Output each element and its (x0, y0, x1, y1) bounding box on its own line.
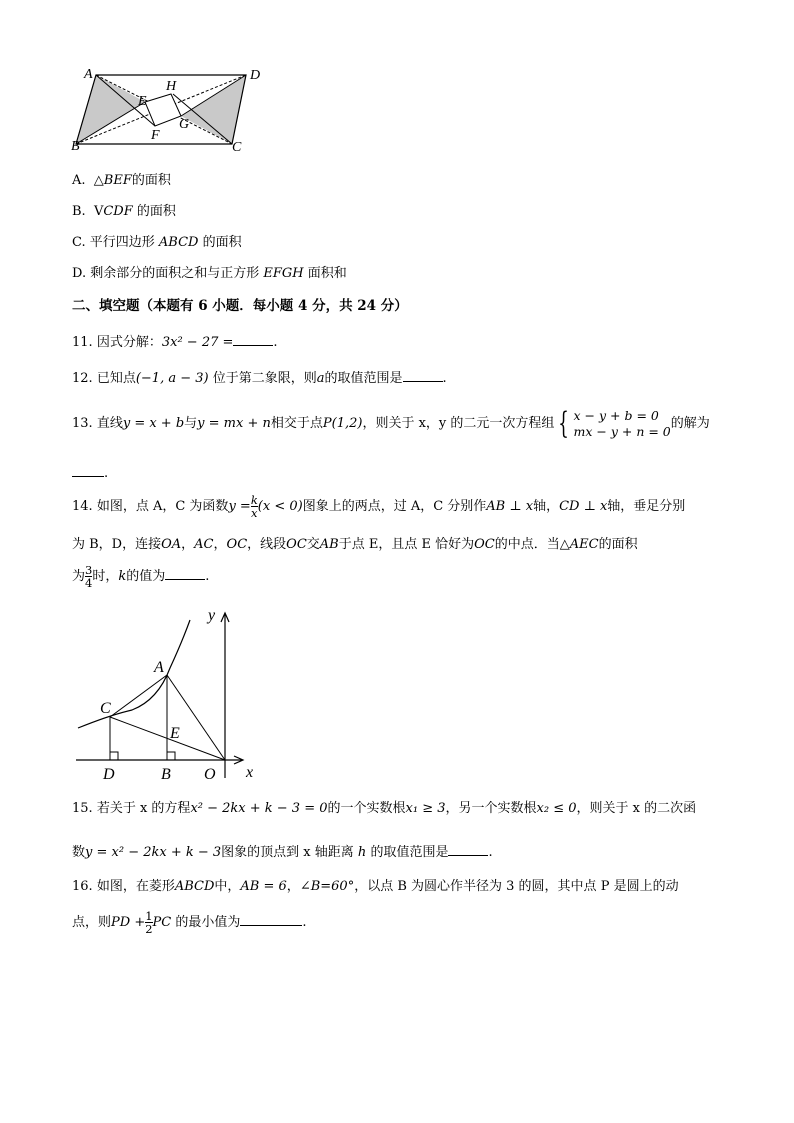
q16-expr-b: PC (152, 915, 172, 930)
label-e: E (138, 94, 147, 109)
q12-post: 的取值范围是 (324, 371, 403, 386)
q15-number: 15. (72, 801, 93, 816)
question-14-line3 (72, 562, 209, 592)
q15-l1c: ，另一个实数根 (445, 801, 537, 816)
q14-l2f: 的面积 (598, 537, 638, 552)
q16-l2b: 的最小值为 (175, 915, 241, 930)
q12-mid: 位于第二象限，则 (212, 371, 317, 386)
line-ao (167, 675, 225, 760)
q13-number: 13. (72, 416, 93, 431)
option-c-math: ABCD (158, 235, 199, 250)
q16-shape: ABCD (174, 879, 215, 894)
q16-l1b: 中， (214, 879, 241, 894)
q14-cond: (x < 0) (257, 499, 303, 514)
q14-func-lhs: y = (228, 499, 251, 514)
option-b-math: CDF (103, 204, 133, 219)
q14-seg6: OC (474, 537, 495, 552)
line-ca (110, 675, 167, 717)
q15-answer-blank[interactable] (448, 843, 488, 856)
q14-l3b: 时， (92, 569, 119, 584)
q14-seg1: OA (161, 537, 182, 552)
q13-mid3: ，则关于 x，y 的二元一次方程组 (362, 416, 555, 431)
q12-end: . (442, 371, 447, 386)
question-16-line1 (72, 878, 679, 896)
option-d-text: 剩余部分的面积之和与正方形 (90, 266, 260, 281)
option-d-suffix: 面积和 (307, 266, 347, 281)
label-x: x (246, 764, 254, 781)
q15-func: y = x² − 2kx + k − 3 (85, 845, 222, 860)
option-c (72, 234, 242, 252)
q14-l2e: 的中点．当△ (494, 537, 570, 552)
hyperbola-curve (78, 620, 190, 728)
label-o: O (204, 766, 216, 783)
label-b: B (161, 766, 171, 783)
q14-answer-blank[interactable] (165, 567, 205, 580)
square-efgh (145, 94, 181, 126)
q15-l2c: 的取值范围是 (370, 845, 449, 860)
q14-area-den: 4 (85, 576, 93, 590)
option-c-text: 平行四边形 (89, 235, 155, 250)
q16-l1c: ， (286, 879, 300, 894)
q14-tri: AEC (569, 537, 599, 552)
q14-frac-den: x (251, 506, 258, 520)
q16-l1d: ，以点 B 为圆心作半径为 3 的圆，其中点 P 是圆上的动 (354, 879, 679, 894)
q14-function-fraction (251, 494, 258, 519)
question-14-line1 (72, 492, 685, 522)
q13-line1: y = x + b (122, 416, 185, 431)
q12-pre: 已知点 (96, 371, 136, 386)
q15-end: . (488, 845, 493, 860)
q11-number: 11. (72, 335, 93, 350)
q14-l1a: 如图，点 A，C 为函数 (96, 499, 229, 514)
option-a (72, 172, 171, 190)
q11-end: . (273, 335, 278, 350)
q15-l1d: ，则关于 x 的二次函 (576, 801, 697, 816)
q14-l2b: ，线段 (247, 537, 287, 552)
q15-l1b: 的一个实数根 (327, 801, 406, 816)
q16-side: AB = 6 (240, 879, 287, 894)
parallelogram-figure (68, 64, 278, 158)
q16-half-num: 1 (145, 909, 153, 923)
question-15-line2 (72, 843, 493, 862)
right-angle-b (167, 752, 175, 760)
q13-point: P(1,2) (322, 416, 363, 431)
q13-answer-blank[interactable] (72, 464, 104, 477)
q16-angle: ∠B=60° (299, 879, 355, 894)
q15-l1a: 若关于 x 的方程 (96, 801, 191, 816)
label-d: D (250, 68, 261, 83)
q14-area-num: 3 (85, 563, 93, 577)
option-b-shape: V (93, 204, 104, 219)
question-16-line2 (72, 906, 307, 940)
question-15-line1 (72, 800, 696, 818)
q14-l2d: 于点 E，且点 E 恰好为 (338, 537, 475, 552)
q14-l2c: 交 (306, 537, 320, 552)
q14-l1b: 图象上的两点，过 A，C 分别作 (302, 499, 487, 514)
q14-var: k (118, 569, 127, 584)
q13-mid2: 相交于点 (270, 416, 323, 431)
question-13 (72, 404, 710, 444)
q15-l2a: 数 (72, 845, 86, 860)
q16-l1a: 如图，在菱形 (96, 879, 175, 894)
label-f: F (151, 128, 160, 143)
q13-eq1: x − y + b = 0 (573, 407, 659, 423)
q13-eq2: mx − y + n = 0 (573, 423, 671, 439)
q16-answer-blank[interactable] (240, 913, 302, 926)
q14-seg4: OC (286, 537, 307, 552)
q14-seg5: AB (319, 537, 339, 552)
q11-expr: 3x² − 27 = (161, 335, 234, 350)
option-b-suffix: 的面积 (136, 204, 176, 219)
q16-half-den: 2 (145, 922, 153, 936)
label-c: C (232, 140, 242, 155)
q14-sep1: ， (181, 537, 195, 552)
option-d-math: EFGH (263, 266, 304, 281)
question-14-line2 (72, 536, 638, 554)
q12-var: a (316, 371, 325, 386)
q13-line2: y = mx + n (197, 416, 271, 431)
q14-perp1: AB ⊥ x (486, 499, 534, 514)
q13-post: 的解为 (670, 416, 710, 431)
option-a-math: BEF (103, 173, 132, 188)
label-g: G (179, 117, 190, 132)
q15-r2: x₂ ≤ 0 (536, 801, 577, 816)
q11-text: 因式分解： (96, 335, 162, 350)
option-d (72, 265, 347, 283)
q14-number: 14. (72, 499, 93, 514)
q14-seg2: AC (194, 537, 214, 552)
q16-number: 16. (72, 879, 93, 894)
q14-l2a: 为 B，D，连接 (72, 537, 162, 552)
option-c-suffix: 的面积 (202, 235, 242, 250)
q14-l1d: 轴，垂足分别 (607, 499, 686, 514)
q15-r1: x₁ ≥ 3 (405, 801, 446, 816)
q14-l1c: 轴， (533, 499, 560, 514)
question-12 (72, 369, 447, 388)
q14-l3a: 为 (72, 569, 86, 584)
q12-answer-blank[interactable] (403, 369, 443, 382)
section-heading: 二、填空题（本题有 6 小题．每小题 4 分，共 24 分） (72, 298, 408, 314)
equation-system (574, 408, 671, 440)
q16-end: . (302, 915, 307, 930)
q13-pre: 直线 (96, 416, 123, 431)
right-angle-d (110, 752, 118, 760)
q15-var: h (357, 845, 367, 860)
label-e: E (170, 725, 180, 742)
q13-answer-line (72, 464, 108, 483)
q14-l3c: 的值为 (126, 569, 166, 584)
option-b-prefix: B. (72, 204, 86, 219)
q16-expr-a: PD + (111, 915, 146, 930)
q11-answer-blank[interactable] (233, 333, 273, 346)
q15-eq: x² − 2kx + k − 3 = 0 (190, 801, 328, 816)
label-h: H (166, 79, 177, 94)
q14-end: . (205, 569, 210, 584)
question-11 (72, 333, 278, 352)
q14-sep2: ， (213, 537, 227, 552)
label-a: A (84, 67, 93, 82)
label-c: C (100, 700, 111, 717)
q12-point: (−1, a − 3) (135, 371, 209, 386)
q13-end: . (104, 466, 109, 481)
q14-perp2: CD ⊥ x (559, 499, 608, 514)
q16-l2a: 点，则 (72, 915, 112, 930)
q12-number: 12. (72, 371, 93, 386)
option-d-prefix: D. (72, 266, 87, 281)
label-a: A (154, 659, 164, 676)
label-y: y (208, 607, 216, 624)
option-a-suffix: 的面积 (131, 173, 171, 188)
q14-frac-num: k (250, 493, 258, 507)
q14-seg3: OC (226, 537, 248, 552)
q16-half-fraction (145, 910, 152, 935)
hyperbola-figure (70, 600, 270, 785)
option-a-prefix: A. (72, 173, 86, 188)
q15-l2b: 图象的顶点到 x 轴距离 (221, 845, 354, 860)
option-c-prefix: C. (72, 235, 86, 250)
label-d: D (103, 766, 115, 783)
triangle-symbol: △ (93, 173, 104, 188)
system-brace: { (558, 405, 570, 441)
option-b (72, 203, 176, 221)
q13-mid1: 与 (184, 416, 198, 431)
label-b: B (71, 139, 80, 154)
